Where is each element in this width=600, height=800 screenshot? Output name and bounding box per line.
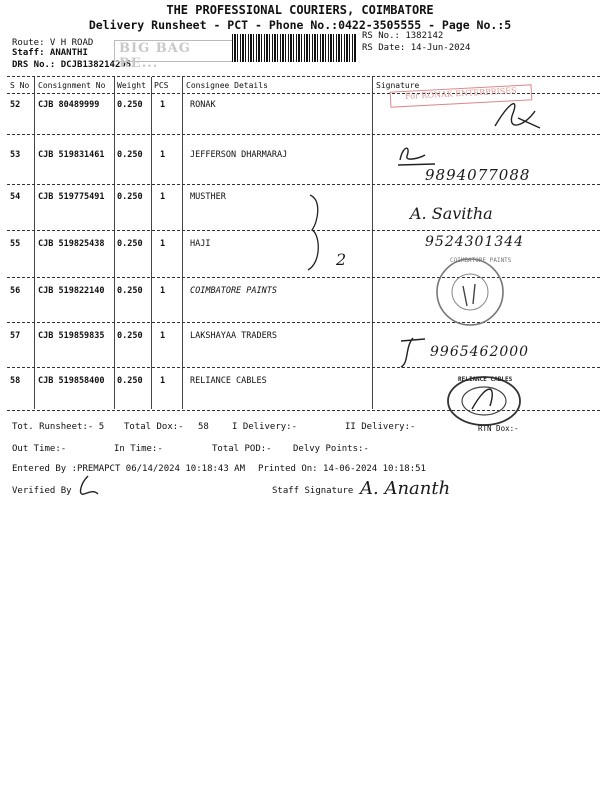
row-sno: 58: [10, 376, 21, 386]
row-weight: 0.250: [117, 150, 143, 160]
brace-count: 2: [336, 250, 347, 269]
verified-by-label: Verified By: [12, 486, 72, 496]
row-consignee: COIMBATORE PAINTS: [190, 286, 277, 296]
drs-number: DRS No.: DCJB138214205: [12, 60, 132, 70]
row-sno: 56: [10, 286, 21, 296]
row55-phone: 9524301344: [425, 234, 525, 250]
verified-by-signature: [74, 474, 100, 500]
company-title: THE PROFESSIONAL COURIERS, COIMBATORE: [166, 3, 434, 17]
reliance-cables-stamp-text: RELIANCE CABLES: [458, 376, 513, 383]
row-consignment: CJB 519775491: [38, 192, 105, 202]
ii-delivery: II Delivery:-: [345, 422, 416, 432]
row54-signature: A. Savitha: [410, 204, 493, 223]
i-delivery: I Delivery:-: [232, 422, 298, 432]
rs-date: RS Date: 14-Jun-2024: [362, 43, 471, 53]
row-weight: 0.250: [117, 331, 143, 341]
row-consignee: MUSTHER: [190, 192, 226, 202]
row-pcs: 1: [160, 286, 166, 296]
rs-number: RS No.: 1382142: [362, 31, 444, 41]
row-consignment: CJB 519822140: [38, 286, 105, 296]
faint-stamp: BIG BAG RE...: [114, 40, 234, 62]
row-pcs: 1: [160, 192, 166, 202]
row-pcs: 1: [160, 376, 166, 386]
staff-signature: A. Ananth: [360, 478, 451, 499]
total-dox-value: 58: [198, 422, 209, 432]
staff-signature-label: Staff Signature: [272, 486, 354, 496]
row-weight: 0.250: [117, 286, 143, 296]
row-consignee: HAJI: [190, 239, 211, 249]
row-consignment: CJB 519859835: [38, 331, 105, 341]
entered-by: Entered By :PREMAPCT 06/14/2024 10:18:43 AM: [12, 464, 245, 474]
row-pcs: 1: [160, 100, 166, 110]
total-runsheet: Tot. Runsheet:- 5: [12, 422, 105, 432]
printed-on: Printed On: 14-06-2024 10:18:51: [258, 464, 426, 474]
rtn-dox: RTN Dox:-: [478, 424, 519, 433]
row52-signature: [490, 96, 550, 136]
row-pcs: 1: [160, 239, 166, 249]
barcode: [232, 34, 356, 62]
col-header-pcs: PCS: [154, 81, 169, 90]
row-weight: 0.250: [117, 239, 143, 249]
row-divider: [7, 184, 600, 185]
row-consignee: RONAK: [190, 100, 216, 110]
row-sno: 57: [10, 331, 21, 341]
row-sno: 54: [10, 192, 21, 202]
out-time: Out Time:-: [12, 444, 67, 454]
total-pod: Total POD:-: [212, 444, 272, 454]
col-divider: [372, 77, 373, 409]
col-divider: [151, 77, 152, 409]
row-sno: 53: [10, 150, 21, 160]
row-pcs: 1: [160, 331, 166, 341]
row-consignment: CJB 519858400: [38, 376, 105, 386]
row57-phone: 9965462000: [430, 344, 530, 360]
total-dox-label: Total Dox:-: [124, 422, 184, 432]
row-sno: 55: [10, 239, 21, 249]
row-weight: 0.250: [117, 192, 143, 202]
route-label: Route: V H ROAD: [12, 38, 94, 48]
coimbatore-paints-stamp: [425, 256, 515, 328]
col-divider: [182, 77, 183, 409]
runsheet-subtitle: Delivery Runsheet - PCT - Phone No.:0422-3505555 - Page No.:5: [88, 18, 512, 32]
row-consignee: RELIANCE CABLES: [190, 376, 267, 386]
col-header-consignee: Consignee Details: [186, 81, 268, 90]
row52-stamp: For RONAK ENTERPRISES: [390, 84, 533, 107]
row-divider: [7, 367, 600, 368]
row-consignment: CJB 519831461: [38, 150, 105, 160]
col-header-weight: Weight: [117, 81, 146, 90]
col-header-consignment: Consignment No: [38, 81, 106, 90]
row-pcs: 1: [160, 150, 166, 160]
row-weight: 0.250: [117, 100, 143, 110]
row-weight: 0.250: [117, 376, 143, 386]
brace-mark: [300, 192, 330, 274]
row-consignment: CJB 80489999: [38, 100, 100, 110]
delvy-points: Delvy Points:-: [293, 444, 369, 454]
staff-label: Staff: ANANTHI: [12, 48, 88, 58]
row-sno: 52: [10, 100, 21, 110]
in-time: In Time:-: [114, 444, 163, 454]
col-divider: [114, 77, 115, 409]
row53-phone: 9894077088: [425, 166, 531, 184]
col-header-signature: Signature: [376, 81, 420, 90]
row-consignment: CJB 519825438: [38, 239, 105, 249]
table-top-rule: [7, 76, 600, 77]
row-consignee: JEFFERSON DHARMARAJ: [190, 150, 288, 160]
col-divider: [34, 77, 35, 409]
col-header-sno: S No: [10, 81, 30, 90]
coimbatore-paints-stamp-text: COIMBATORE PAINTS: [450, 257, 512, 264]
row-consignee: LAKSHAYAA TRADERS: [190, 331, 277, 341]
